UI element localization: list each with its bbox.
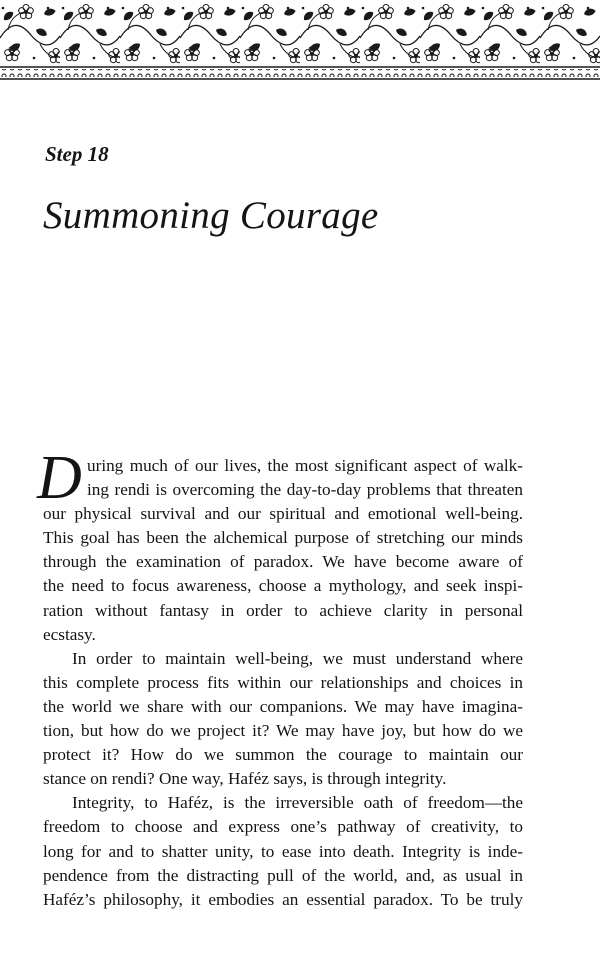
floral-border-ornament [0,0,600,82]
text-line: through the examination of paradox. We have become aware of [43,552,523,572]
text-line: the need to focus awareness, choose a mythology, and seek inspi- [43,576,523,596]
text-line: freedom to choose and express one’s pathway of creativity, to [43,817,523,837]
text-line: the world we share with our companions. We may have imagina- [43,696,523,716]
text-line: This goal has been the alchemical purpose of stretching our minds [43,528,523,548]
text-line: pendence from the distracting pull of the world, and, as usual in [43,865,523,885]
text-line: uring much of our lives, the most significant aspect of walk- [87,456,523,475]
text-line: protect it? How do we summon the courage to maintain our [43,745,523,765]
text-line: ecstasy. [43,624,96,644]
text-line: Haféz’s philosophy, it embodies an essential paradox. To be truly [43,889,523,909]
paragraph-3 [43,791,523,911]
paragraph-1 [37,444,523,647]
text-line: this complete process fits within our relationships and choices in [43,672,523,692]
text-line: ing rendi is overcoming the day-to-day problems that threaten [87,480,523,500]
step-label: Step 18 [45,142,109,166]
text-line: Integrity, to Haféz, is the irreversible oath of freedom—the [72,793,523,813]
drop-cap: D [37,444,82,512]
body-text [37,444,523,912]
text-line: long for and to shatter unity, to ease into death. Integrity is inde- [43,841,523,861]
text-line: our physical survival and our spiritual and emotional well-being. [43,504,523,524]
text-line: stance on rendi? One way, Haféz says, is through integrity. [43,769,447,789]
text-line: tion, but how do we project it? We may have joy, but how do we [43,721,523,741]
text-line: In order to maintain well-being, we must understand where [72,648,523,668]
text-line: ration without fantasy in order to achieve clarity in personal [43,600,523,620]
paragraph-2 [43,647,523,792]
chapter-title: Summoning Courage [43,194,379,237]
